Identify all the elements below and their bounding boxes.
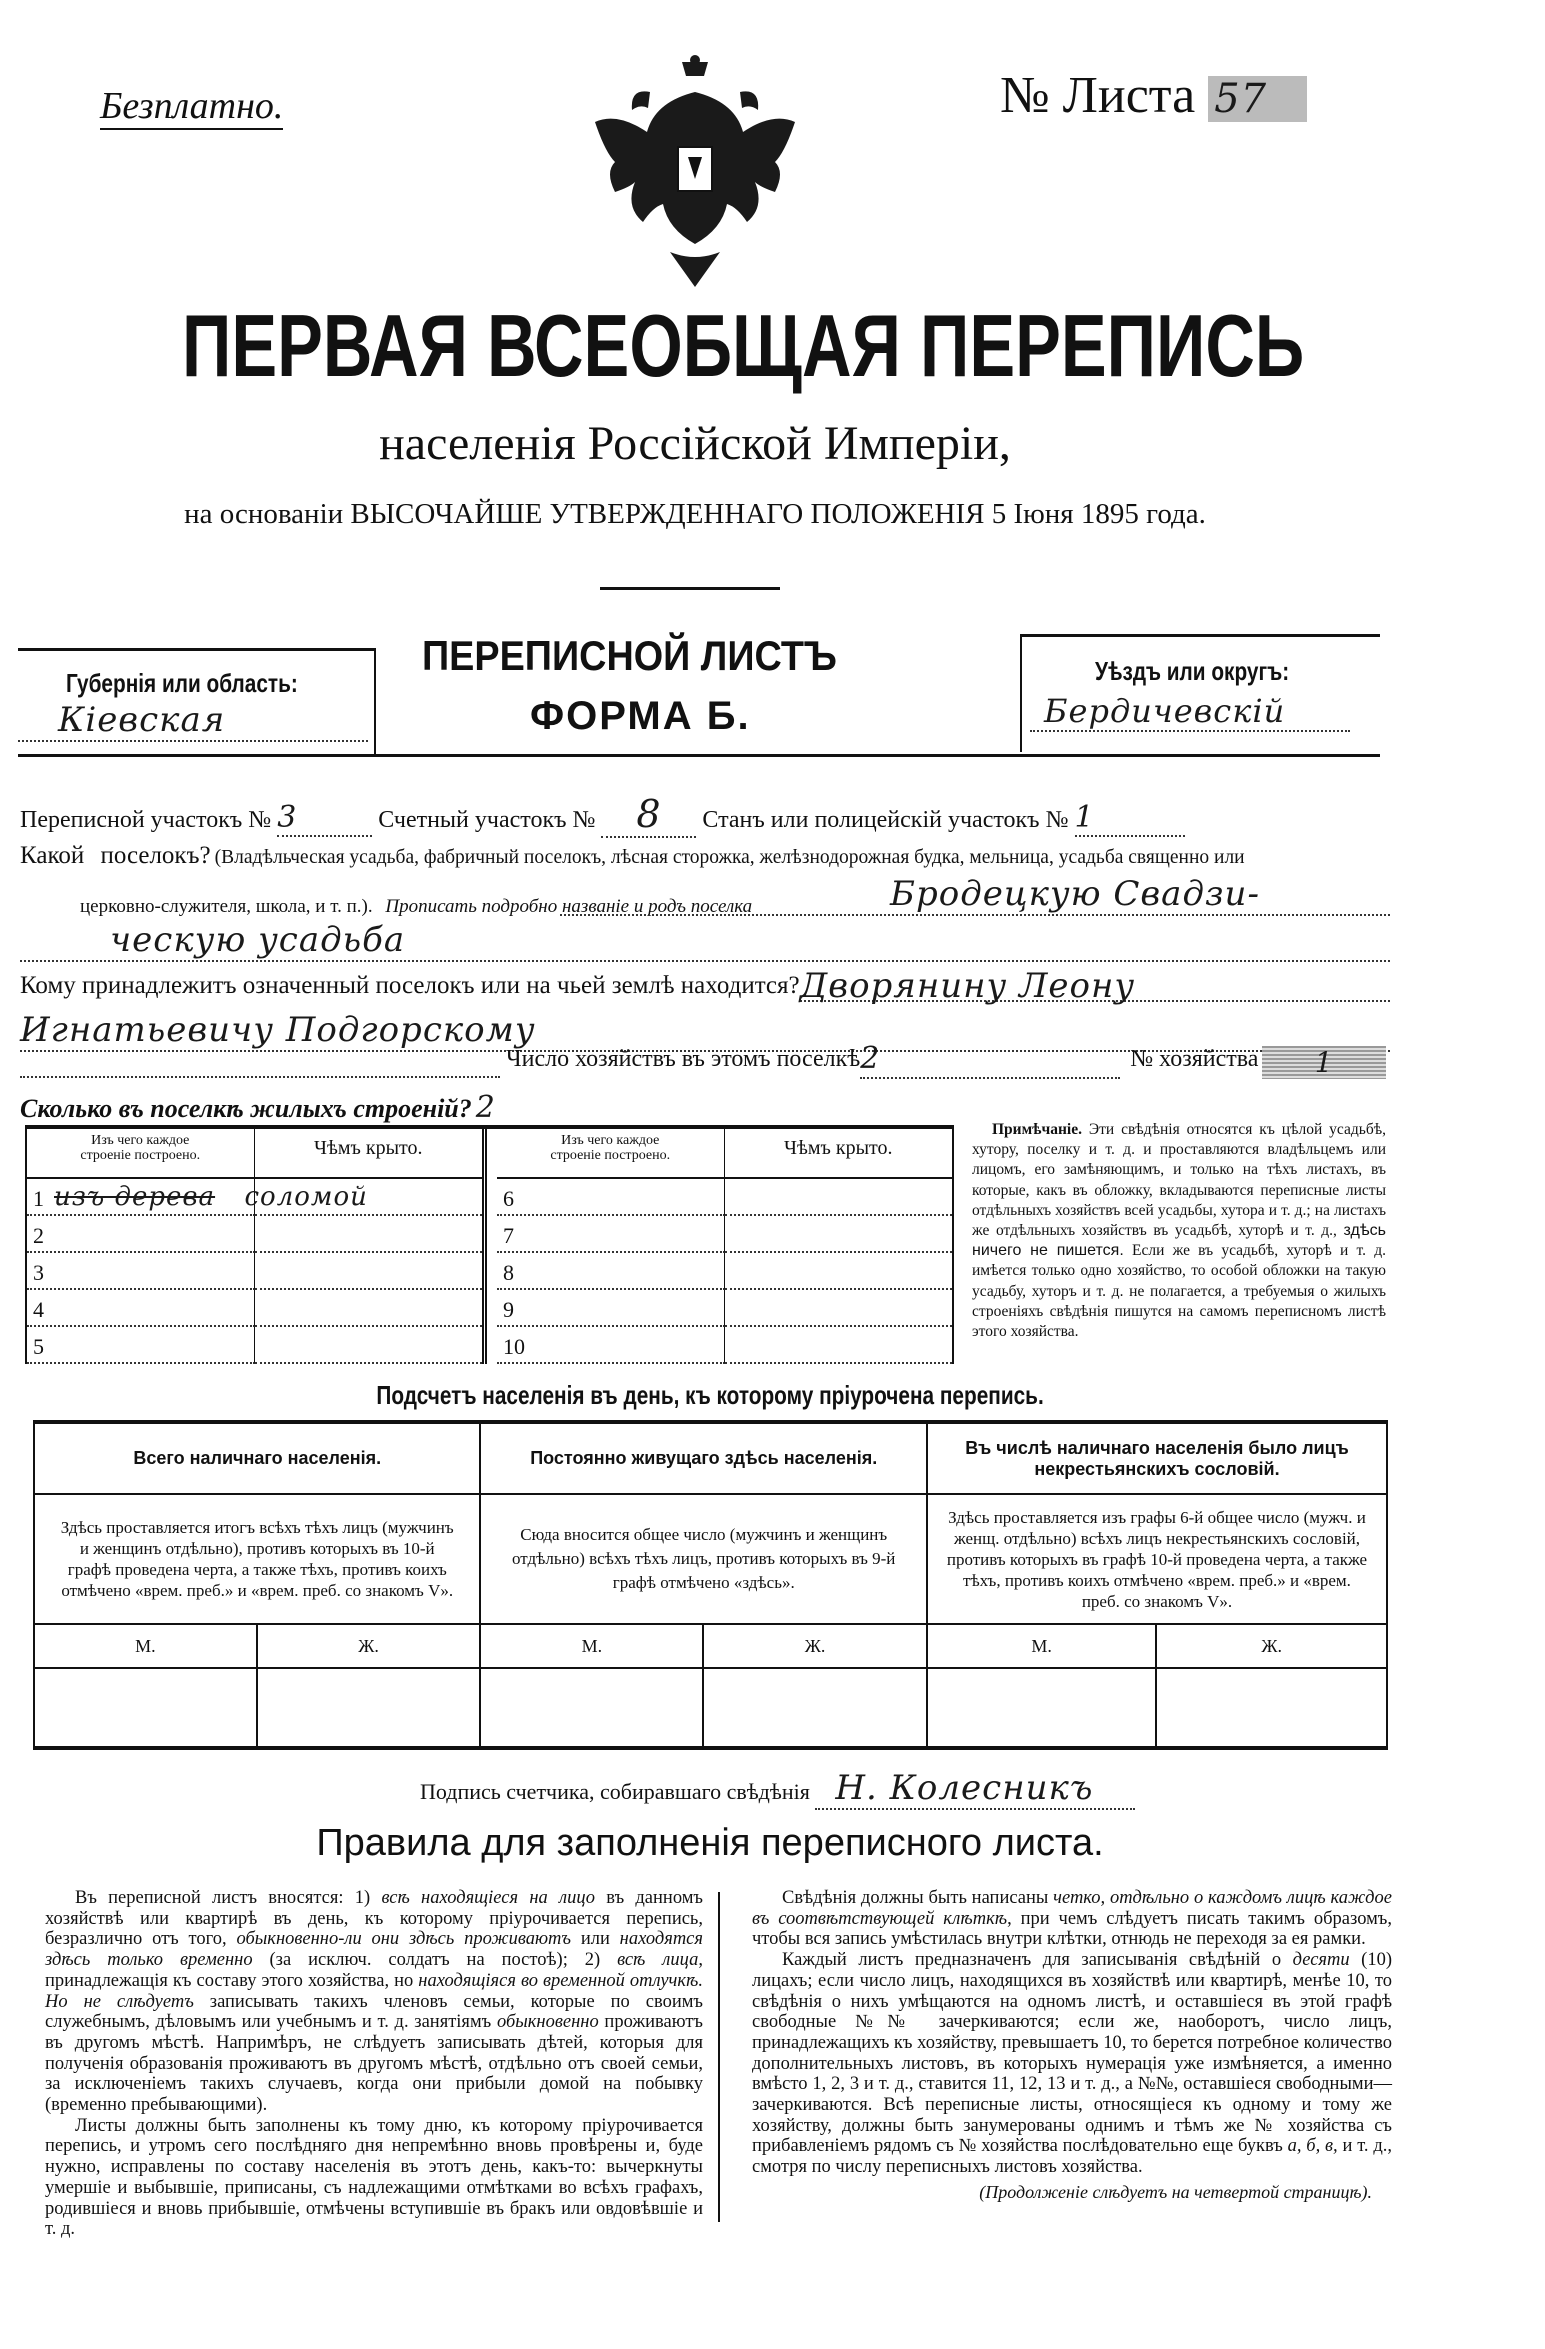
note-label: Примѣчаніе. (992, 1121, 1082, 1138)
rules-right-column (752, 1888, 1392, 2203)
rules-continued: (Продолженіе слѣдуетъ на четвертой страницѣ). (979, 2181, 1372, 2202)
male-count-cell[interactable] (480, 1668, 703, 1748)
building-row (497, 1179, 952, 1216)
form-name: ФОРМА Б. (530, 694, 751, 738)
male-header: М. (480, 1624, 703, 1668)
column-divider (718, 1892, 720, 2222)
male-count-cell[interactable] (927, 1668, 1156, 1748)
building-material[interactable]: изъ дерева (54, 1182, 216, 1212)
count-district-label: Счетный участокъ № (378, 807, 596, 833)
population-col-desc: Сюда вносится общее число (мужчинъ и женщинъ отдѣльно) всѣхъ тѣхъ лицъ, противъ которыхъ въ 9-й графѣ отмѣчено «здѣсь». (480, 1494, 926, 1624)
building-row (497, 1253, 952, 1290)
household-no-value: 1 (1262, 1046, 1386, 1079)
female-header: Ж. (257, 1624, 481, 1668)
signature-value: Н. Колесникъ (815, 1768, 1135, 1810)
owner-value-1: Дворянину Леону (800, 972, 1390, 1002)
signature-row (420, 1768, 1135, 1810)
owner-row (20, 966, 1390, 1006)
census-district-value: 3 (277, 800, 372, 837)
uezd-label: Уѣздъ или округъ: (1095, 656, 1290, 686)
rules-paragraph: Свѣдѣнія должны быть написаны четко, отдѣльно о каждомъ лицѣ каждое въ соотвѣтствующей клѣткѣ, при чемъ слѣдуетъ писать такимъ образомъ, чтобы вся запись умѣстилась внутри клѣтки, отнюдь не переходя за ея рамки. (752, 1888, 1392, 1950)
building-row (27, 1253, 482, 1290)
sheet-title: ПЕРЕПИСНОЙ ЛИСТЪ (422, 632, 837, 679)
female-header: Ж. (1156, 1624, 1387, 1668)
building-number: 3 (33, 1260, 44, 1285)
settlement-value-1: Бродецкую Свадзи- (560, 874, 1390, 916)
material-header: Изъ чего каждое строеніе построено. (497, 1129, 725, 1177)
building-row (27, 1179, 482, 1216)
settlement-label: Какой поселокъ? (20, 842, 211, 869)
population-col-desc: Здѣсь проставляется изъ графы 6-й общее число (мужч. и женщ. отдѣльно) всѣхъ лицъ некрестьянскихъ сословій, противъ которыхъ въ графѣ 10-й проведена черта, а также тѣхъ, противъ коихъ отмѣчено «врем. преб.» и «врем. преб. со знакомъ V». (927, 1494, 1387, 1624)
roof-header: Чѣмъ крыто. (314, 1137, 423, 1159)
divider (18, 754, 1380, 757)
buildings-label: Сколько въ поселкѣ жилыхъ строеній? (20, 1094, 472, 1123)
building-row (27, 1327, 482, 1364)
building-number: 9 (503, 1297, 514, 1322)
building-row (497, 1290, 952, 1327)
population-table (33, 1420, 1388, 1750)
population-col-title: Въ числѣ наличнаго населенія было лицъ некрестьянскихъ сословій. (965, 1437, 1349, 1479)
building-number: 8 (503, 1260, 514, 1285)
population-col-title: Всего наличнаго населенія. (133, 1448, 382, 1468)
free-label: Безплатно. (100, 84, 283, 130)
population-col-desc: Здѣсь проставляется итогъ всѣхъ тѣхъ лицъ (мужчинъ и женщинъ отдѣльно), противъ которыхъ въ 10-й графѣ проведена черта, а также тѣхъ, противъ коихъ отмѣчено «врем. преб.» и «врем. преб. со знакомъ V». (34, 1494, 480, 1624)
rules-heading: Правила для заполненія переписного листа. (316, 1822, 1104, 1864)
settlement-value-2: ческую усадьба (20, 920, 1390, 962)
female-count-cell[interactable] (257, 1668, 481, 1748)
owner-value-2: Игнатьевичу Подгорскому (20, 1010, 1390, 1052)
note-bold: здѣсь ничего не пишется. (972, 1222, 1387, 1260)
divider (374, 648, 376, 756)
male-count-cell[interactable] (34, 1668, 257, 1748)
owner-label: Кому принадлежитъ означенный поселокъ или на чьей землѣ находится? (20, 972, 800, 999)
district-fields-row (20, 792, 1185, 838)
roof-header: Чѣмъ крыто. (784, 1137, 893, 1159)
building-roof[interactable]: соломой (244, 1182, 368, 1212)
buildings-table (25, 1125, 954, 1364)
divider (1020, 634, 1022, 752)
gubernia-value: Кіевская (18, 700, 368, 742)
census-basis: на основаніи ВЫСОЧАЙШЕ УТВЕРЖДЕННАГО ПОЛОЖЕНІЯ 5 Іюня 1895 года. (184, 498, 1206, 530)
female-count-cell[interactable] (703, 1668, 927, 1748)
material-header: Изъ чего каждое строеніе построено. (27, 1129, 255, 1177)
settlement-hint-2: церковно-служителя, школа, и т. п.). (80, 896, 373, 917)
building-number: 6 (503, 1186, 514, 1211)
sheet-number-value: 57 (1208, 76, 1307, 122)
rules-paragraph: Каждый листъ предназначенъ для записыванія свѣдѣній о десяти (10) лицахъ; если число лицъ, находящихся въ хозяйствѣ или квартирѣ, менѣе 10, то свѣдѣнія о нихъ умѣщаются на одномъ листѣ, и оставшіеся въ этой графѣ свободные №№ зачеркиваются; если же, наоборотъ, число лицъ, принадлежащихъ къ хозяйству, превышаетъ 10, то берется потребное количество дополнительныхъ листовъ, въ которыхъ нумерація уже измѣняется, а именно вмѣсто 1, 2, 3 и т. д., ставится 11, 12, 13 и т. д., а №№, оставшіеся свободными—зачеркиваются. Всѣ переписные листы, относящіеся къ одному и тому же хозяйству, должны быть занумерованы однимъ и тѣмъ же № хозяйства съ прибавленіемъ рядомъ съ № хозяйства послѣдовательно еще буквъ а, б, в, и т. д., смотря по числу переписныхъ листовъ хозяйства. (752, 1950, 1392, 2178)
female-count-cell[interactable] (1156, 1668, 1387, 1748)
rules-left-column (45, 1888, 703, 2240)
building-number: 2 (33, 1223, 44, 1248)
stan-value: 1 (1075, 800, 1185, 837)
note (972, 1120, 1386, 1342)
stan-label: Станъ или полицейскій участокъ № (702, 807, 1069, 833)
male-header: М. (34, 1624, 257, 1668)
settlement-instruction: Прописать подробно названіе и родъ поселка (385, 896, 753, 917)
building-number: 10 (503, 1334, 525, 1359)
buildings-row (20, 1090, 746, 1127)
population-col-title: Постоянно живущаго здѣсь населенія. (530, 1448, 878, 1468)
signature-label: Подпись счетчика, собиравшаго свѣдѣнія (420, 1779, 810, 1804)
divider (600, 587, 780, 590)
note-text: Эти свѣдѣнія относятся къ цѣлой усадьбѣ, хутору, поселку и т. д. и проставляются владѣльцемъ или лицомъ, его замѣняющимъ, и только на тѣхъ листахъ, въ которые, какъ въ обложку, вкладываются переписные листы отдѣльныхъ хозяйствъ всей усадьбы, хутора и т. д.; на листахъ же отдѣльныхъ хозяйствъ въ усадьбѣ, хуторѣ и т. д., (972, 1121, 1387, 1240)
household-no-label: № хозяйства (1130, 1046, 1259, 1072)
population-heading: Подсчетъ населенія въ день, къ которому пріурочена перепись. (376, 1380, 1044, 1410)
sheet-number-label: № Листа (1000, 67, 1196, 124)
imperial-eagle-emblem (590, 52, 800, 292)
census-subtitle: населенія Россійской Имперіи, (379, 417, 1011, 470)
note-text-2: Если же въ усадьбѣ, хуторѣ и т. д. имѣется только одно хозяйство, то особой обложки на такую усадьбу, хуторъ и т. д. не полагается, а требуемыя о жилыхъ строеніяхъ свѣдѣнія пишутся на самомъ переписномъ листѣ этого хозяйства. (972, 1242, 1386, 1341)
rules-paragraph: Въ переписной листъ вносятся: 1) всѣ находящіеся на лицо въ данномъ хозяйствѣ или квартирѣ въ день, къ которому пріурочивается перепись, безразлично отъ того, обыкновенно-ли они здѣсь проживаютъ или находятся здѣсь только временно (за исключ. солдатъ на постоѣ); 2) всѣ лица, принадлежащія къ составу этого хозяйства, но находящіяся во временной отлучкѣ. Но не слѣдуетъ записывать такихъ членовъ семьи, которые по своимъ служебнымъ, дѣловымъ или учебнымъ и т. д. занятіямъ обыкновенно проживаютъ въ другомъ мѣстѣ. Напримѣръ, не слѣдуетъ записывать дѣтей, которыя для полученія образованія проживаютъ въ другомъ мѣстѣ, отдѣльно отъ своей семьи, за исключеніемъ такихъ случаевъ, когда они прибыли домой на побывку (временно пребывающими). (45, 1888, 703, 2116)
male-header: М. (927, 1624, 1156, 1668)
building-number: 1 (33, 1186, 44, 1211)
building-row (27, 1290, 482, 1327)
building-number: 7 (503, 1223, 514, 1248)
settlement-hint: (Владѣльческая усадьба, фабричный поселокъ, лѣсная сторожка, желѣзнодорожная будка, мельница, усадьба священно или (214, 847, 1245, 868)
uezd-value: Бердичевскій (1030, 692, 1350, 732)
building-row (497, 1327, 952, 1364)
female-header: Ж. (703, 1624, 927, 1668)
rules-paragraph: Листы должны быть заполнены къ тому дню, къ которому пріурочивается перепись, и утромъ сего послѣдняго дня непремѣнно вновь провѣрены и, буде нужно, исправлены по составу населенія въ этотъ день, какъ-то: вычеркнуты умершіе и выбывшіе, приписаны, съ надлежащими отмѣтками во всѣхъ графахъ, родившіеся и вновь прибывшіе, отмѣчены вступившіе въ бракъ или овдовѣвшіе и т. д. (45, 2115, 703, 2240)
households-row (506, 1041, 1386, 1079)
divider (18, 648, 374, 651)
households-label: Число хозяйствъ въ этомъ поселкѣ (506, 1046, 861, 1072)
buildings-value: 2 (476, 1090, 746, 1127)
settlement-row (20, 842, 1245, 870)
building-row (27, 1216, 482, 1253)
divider (1020, 634, 1380, 637)
count-district-value: 8 (601, 792, 696, 838)
census-title: ПЕРВАЯ ВСЕОБЩАЯ ПЕРЕПИСЬ (182, 296, 1305, 395)
gubernia-label: Губернія или область: (66, 668, 298, 698)
building-number: 5 (33, 1334, 44, 1359)
sheet-number (1000, 66, 1307, 129)
households-value: 2 (860, 1046, 1120, 1079)
building-number: 4 (33, 1297, 44, 1322)
building-row (497, 1216, 952, 1253)
census-district-label: Переписной участокъ № (20, 807, 272, 833)
blank-line (20, 1076, 500, 1078)
